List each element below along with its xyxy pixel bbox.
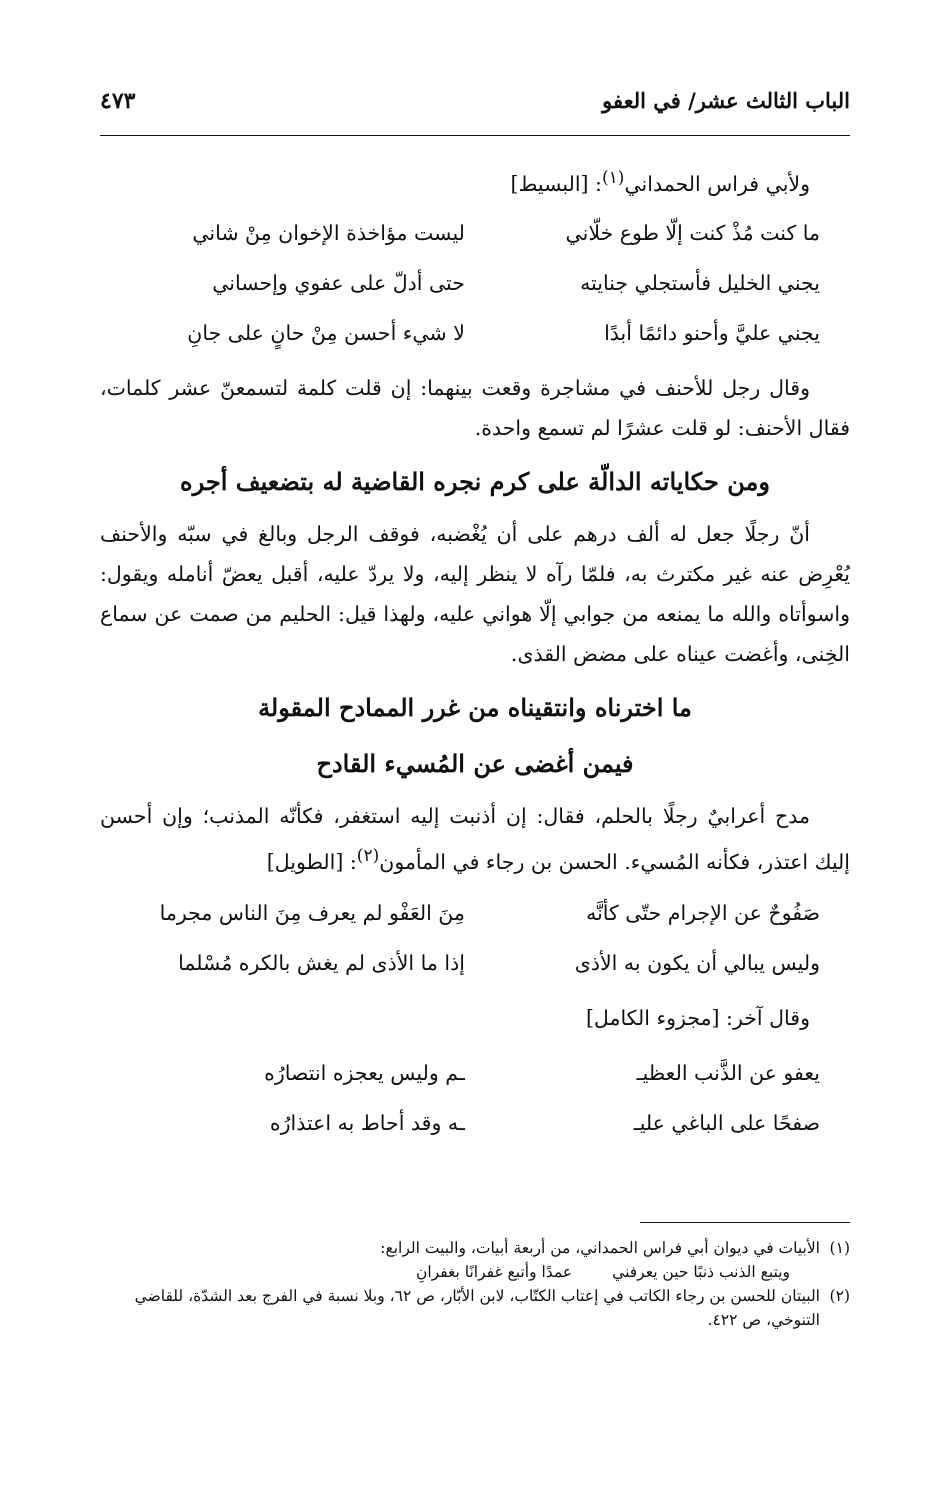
page-number: ٤٧٣ — [100, 88, 136, 114]
poem-abu-firas — [100, 208, 850, 358]
footnote-verse — [100, 1260, 850, 1284]
second-hemistich: عمدًا وأتبع غفرانًا بغفرانِ — [415, 1263, 573, 1281]
footnote-rule — [640, 1222, 850, 1223]
second-hemistich: مِنَ العَفْو لم يعرف مِنَ الناس مجرما — [159, 900, 465, 925]
first-hemistich: ويتبع الذنب ذنبًا حين يعرفني — [612, 1263, 790, 1281]
footnote-number: (٢) — [829, 1287, 850, 1305]
first-hemistich: وليس يبالي أن يكون به الأذى — [574, 950, 820, 975]
poem-hasan-ibn-raja — [100, 888, 850, 988]
second-hemistich: لا شيء أحسن مِنْ حانٍ على جانِ — [187, 321, 465, 345]
footnote-number: (١) — [829, 1239, 850, 1257]
section-heading: ومن حكاياته الدالّة على كرم نجره القاضية له بتضعيف أجره — [180, 467, 770, 496]
footnote-1 — [100, 1236, 850, 1260]
poem-other — [100, 1048, 850, 1148]
verse — [100, 938, 850, 988]
first-hemistich: صفحًا على الباغي عليـ — [633, 1110, 820, 1135]
poem-intro-abu-firas — [100, 158, 850, 202]
first-hemistich: يجني الخليل فأستجلي جنايته — [580, 271, 820, 295]
verse — [100, 208, 850, 258]
second-hemistich: حتى أدلّ على عفوي وإحساني — [212, 271, 465, 295]
page-body — [100, 158, 850, 1158]
poem-intro-other: وقال آخر: [مجزوء الكامل] — [585, 1005, 810, 1030]
footnote-ref-2: (٢) — [356, 846, 380, 866]
first-hemistich: ما كنت مُذْ كنت إلّا طوع خلّاني — [565, 221, 820, 245]
verse — [100, 888, 850, 938]
section-heading-line1: ما اخترناه وانتقيناه من غرر الممادح المقولة — [258, 693, 692, 722]
second-hemistich: إذا ما الأذى لم يغش بالكره مُسْلما — [178, 950, 465, 975]
first-hemistich: يعفو عن الذَّنب العظيـ — [636, 1060, 820, 1085]
page-header — [100, 88, 850, 128]
running-head: الباب الثالث عشر/ في العفو — [602, 88, 850, 113]
meter-label: : [الطويل] — [266, 849, 357, 874]
section-heading-line2: فيمن أغضى عن المُسيء القادح — [316, 749, 634, 778]
first-hemistich: صَفُوحٌ عن الإجرام حتّى كأنَّه — [586, 900, 820, 925]
footnote-text: البيتان للحسن بن رجاء الكاتب في إعتاب الكتّاب، لابن الأبّار، ص ٦٢، وبلا نسبة في الفرج بعد الشدّة، للقاضي التنوخي، ص ٤٢٢. — [134, 1287, 820, 1329]
paragraph-ahnaf: وقال رجل للأحنف في مشاجرة وقعت بينهما: إن قلت كلمة لتسمعنّ عشر كلمات، فقال الأحنف: لو قلت عشرًا لم تسمع واحدة. — [100, 376, 850, 440]
second-hemistich: ليست مؤاخذة الإخوان مِنْ شاني — [192, 221, 465, 245]
verse — [100, 258, 850, 308]
first-hemistich: يجني عليَّ وأحنو دائمًا أبدًا — [604, 321, 820, 345]
verse — [100, 1048, 850, 1098]
second-hemistich: ـه وقد أحاط به اعتذارُه — [269, 1110, 465, 1135]
second-hemistich: ـم وليس يعجزه انتصارُه — [264, 1060, 465, 1085]
intro-text: ولأبي فراس الحمداني — [624, 171, 810, 196]
footnote-2 — [100, 1284, 850, 1332]
paragraph-praise — [100, 796, 850, 882]
paragraph-anecdote: أنّ رجلًا جعل له ألف درهم على أن يُغْضبه، فوقف الرجل وبالغ في سبّه والأحنف يُعْرِض عنه غير مكترث به، فلمّا رآه لا ينظر إليه، ولا يردّ عليه، أقبل يعضّ أنامله ويقول: واسوأتاه والله ما يمنعه من جوابي إلّا هواني عليه، ولهذا قيل: الحليم من صمت عن سماع الخِنى، وأغضت عيناه على مضض القذى. — [100, 522, 850, 666]
footnotes — [100, 1236, 850, 1332]
paragraph-text: مدح أعرابيٌ رجلًا بالحلم، فقال: إن أذنبت إليه استغفر، فكأنّه المذنب؛ وإن أحسن إليك اعتذر، فكأنه المُسيء. الحسن بن رجاء في المأمون — [100, 804, 850, 874]
verse — [100, 308, 850, 358]
footnote-text: الأبيات في ديوان أبي فراس الحمداني، من أربعة أبيات، والبيت الرابع: — [380, 1239, 820, 1257]
verse — [100, 1098, 850, 1148]
header-rule — [100, 135, 850, 136]
meter-label: : [البسيط] — [510, 171, 602, 196]
footnote-ref-1: (١) — [601, 168, 625, 188]
